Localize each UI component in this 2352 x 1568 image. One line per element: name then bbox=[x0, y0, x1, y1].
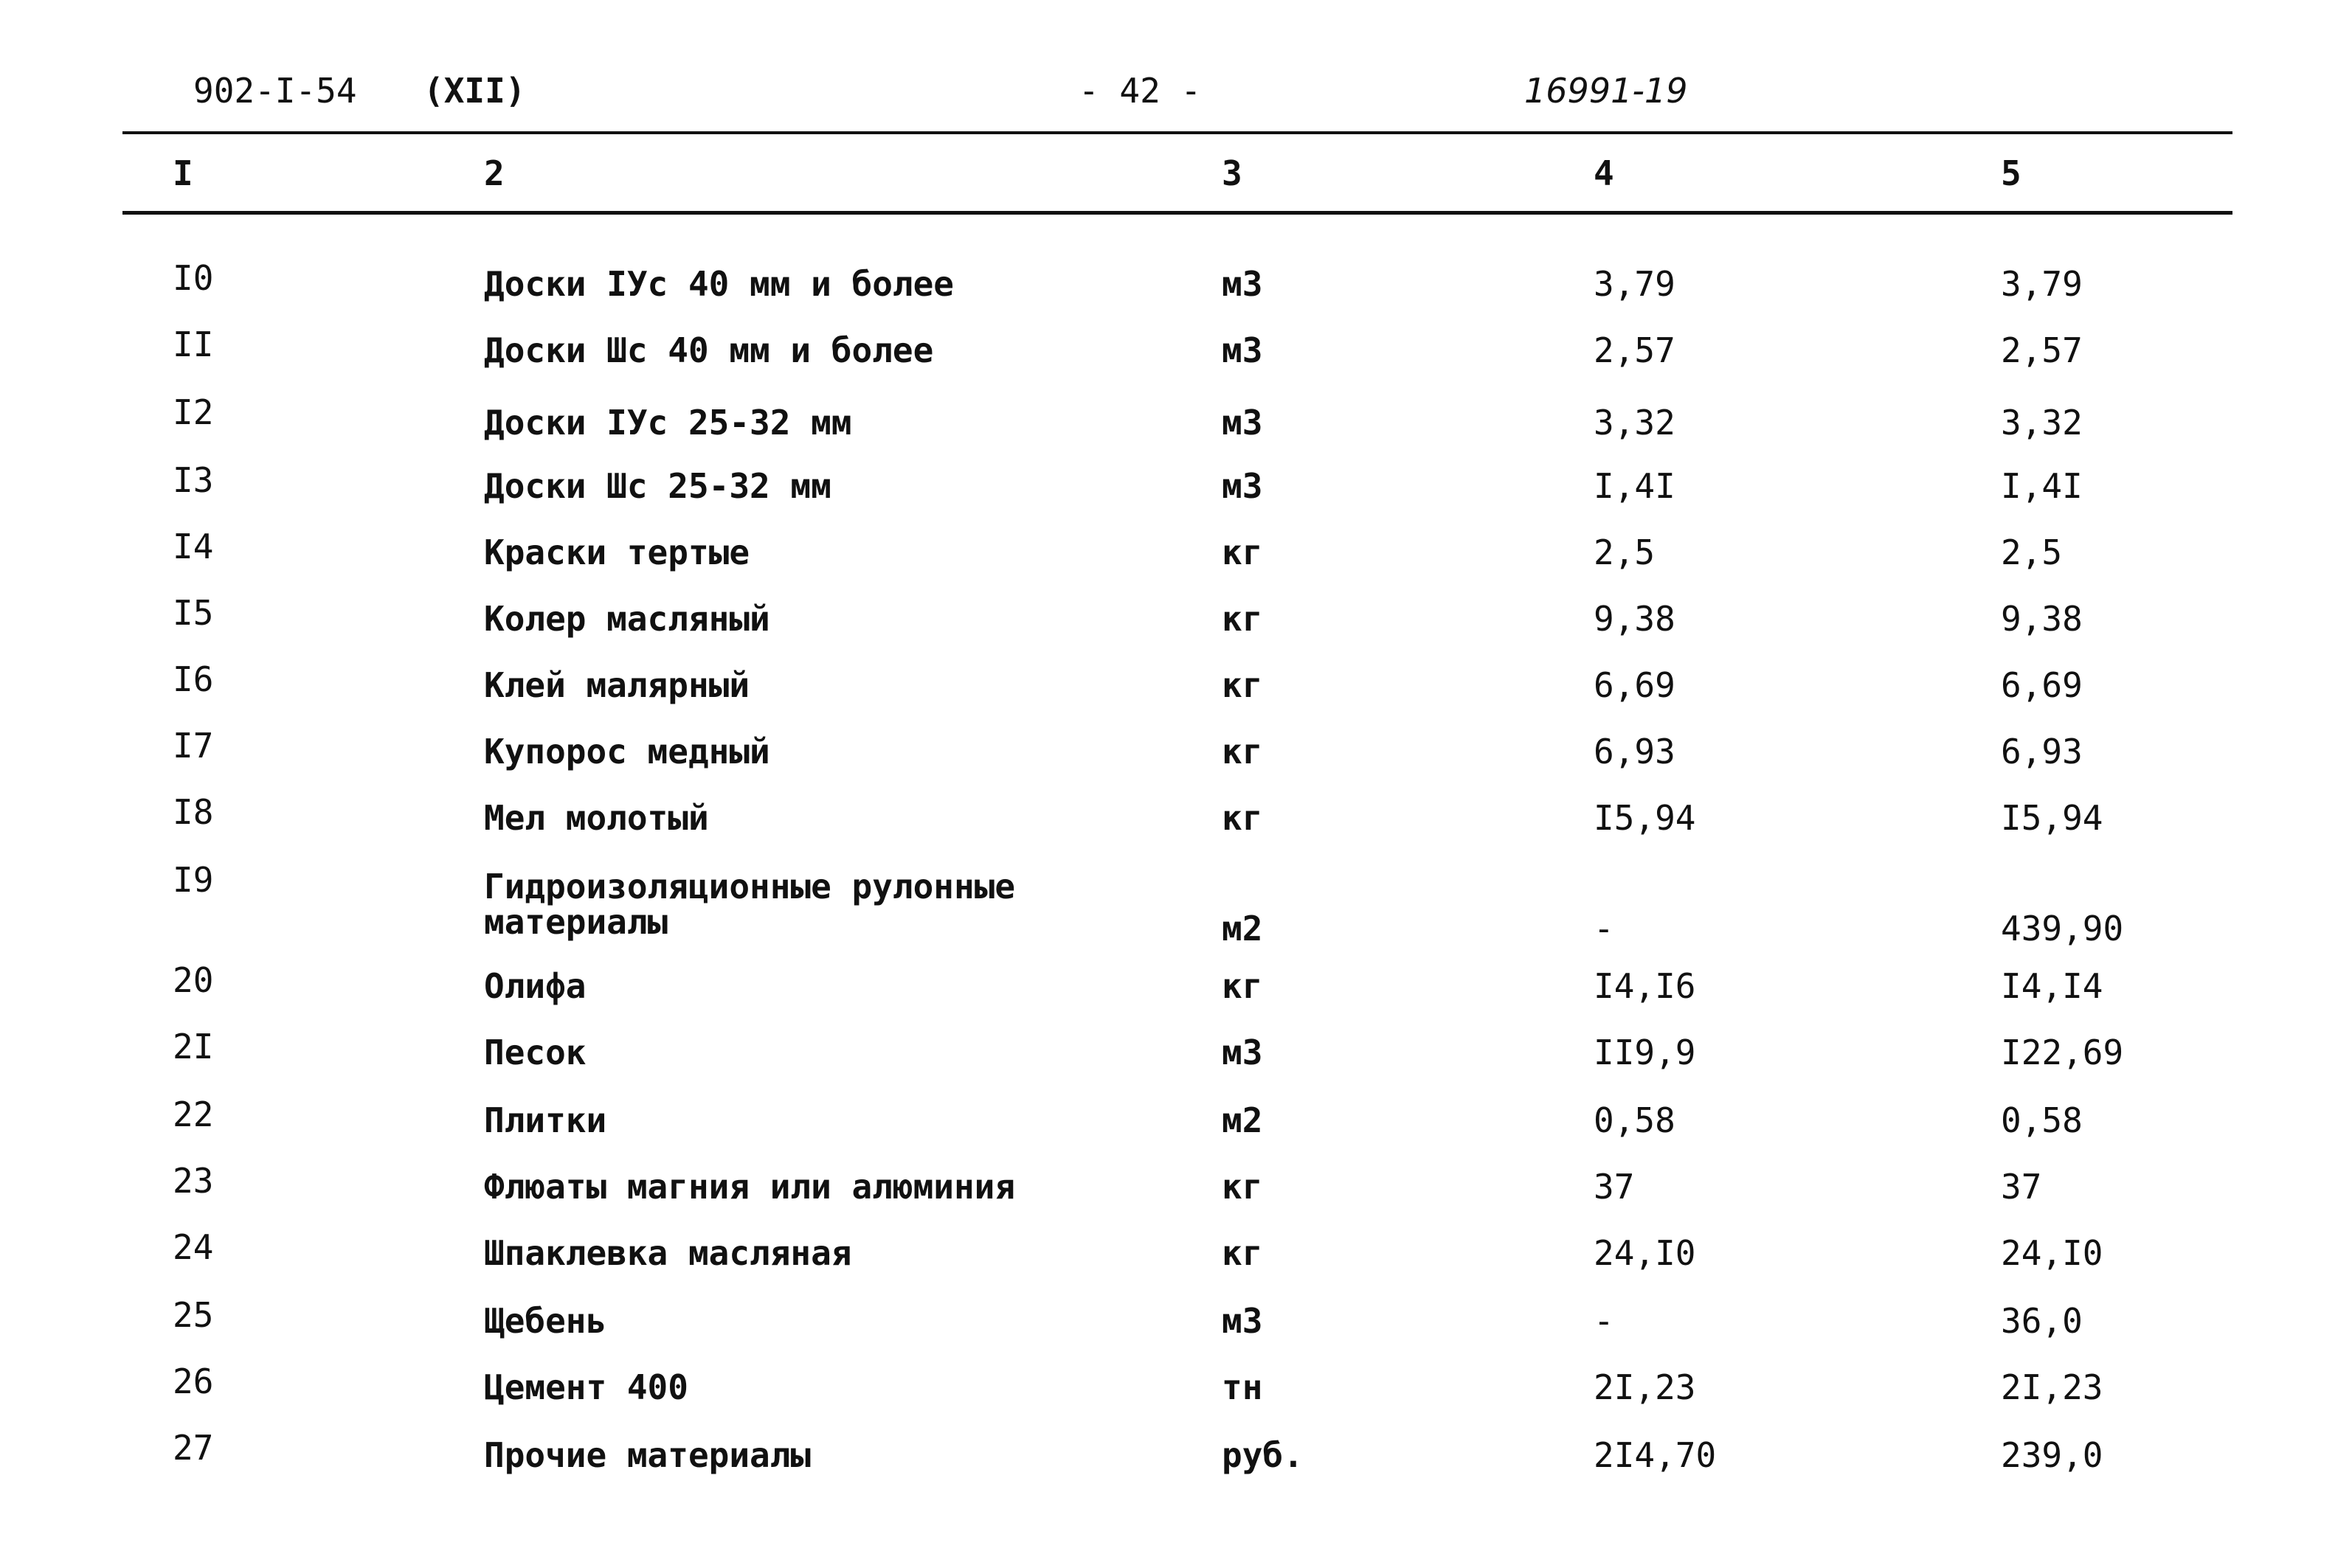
quantity-col4: 2,57 bbox=[1594, 330, 1675, 370]
column-header-1: I bbox=[173, 153, 193, 193]
quantity-col4: 9,38 bbox=[1594, 599, 1675, 639]
material-name: Флюаты магния или алюминия bbox=[484, 1167, 1016, 1207]
unit: м3 bbox=[1222, 1301, 1263, 1341]
quantity-col4: 2I4,70 bbox=[1594, 1435, 1717, 1475]
document-code: 902-I-54 bbox=[193, 71, 357, 111]
quantity-col4: 24,I0 bbox=[1594, 1233, 1696, 1273]
column-header-4: 4 bbox=[1594, 153, 1614, 193]
unit: м3 bbox=[1222, 466, 1263, 506]
quantity-col4: I4,I6 bbox=[1594, 966, 1696, 1006]
quantity-col5: I5,94 bbox=[2001, 798, 2103, 838]
unit: кг bbox=[1222, 966, 1263, 1006]
quantity-col5: I22,69 bbox=[2001, 1033, 2124, 1072]
row-number: 24 bbox=[173, 1227, 214, 1267]
row-number: 25 bbox=[173, 1295, 214, 1335]
material-name: Песок bbox=[484, 1033, 587, 1072]
unit: м3 bbox=[1222, 264, 1263, 304]
quantity-col5: 2,57 bbox=[2001, 330, 2083, 370]
quantity-col4: - bbox=[1594, 1301, 1614, 1341]
row-number: 22 bbox=[173, 1095, 214, 1134]
column-header-2: 2 bbox=[484, 153, 505, 193]
material-name: Плитки bbox=[484, 1100, 607, 1140]
reference-number: 16991-19 bbox=[1524, 71, 1688, 111]
section-number: (XII) bbox=[423, 71, 526, 111]
material-name: Олифа bbox=[484, 966, 587, 1006]
page-number: - 42 - bbox=[1079, 71, 1202, 111]
unit: м3 bbox=[1222, 403, 1263, 443]
quantity-col4: I5,94 bbox=[1594, 798, 1696, 838]
column-header-3: 3 bbox=[1222, 153, 1242, 193]
unit: м3 bbox=[1222, 330, 1263, 370]
row-number: I3 bbox=[173, 460, 214, 500]
quantity-col5: 439,90 bbox=[2001, 909, 2124, 948]
quantity-col5: 239,0 bbox=[2001, 1435, 2103, 1475]
unit: руб. bbox=[1222, 1435, 1304, 1475]
quantity-col5: 9,38 bbox=[2001, 599, 2083, 639]
row-number: I9 bbox=[173, 860, 214, 900]
row-number: I6 bbox=[173, 659, 214, 699]
unit: кг bbox=[1222, 599, 1263, 639]
material-name: Доски Шс 25-32 мм bbox=[484, 466, 831, 506]
row-number: 23 bbox=[173, 1161, 214, 1201]
material-name: Шпаклевка масляная bbox=[484, 1233, 852, 1273]
quantity-col5: 6,93 bbox=[2001, 732, 2083, 771]
quantity-col5: I4,I4 bbox=[2001, 966, 2103, 1006]
quantity-col5: 36,0 bbox=[2001, 1301, 2083, 1341]
quantity-col5: 0,58 bbox=[2001, 1100, 2083, 1140]
material-name: Купорос медный bbox=[484, 732, 770, 771]
row-number: I4 bbox=[173, 527, 214, 566]
unit: кг bbox=[1222, 1233, 1263, 1273]
quantity-col5: 24,I0 bbox=[2001, 1233, 2103, 1273]
quantity-col4: 3,32 bbox=[1594, 403, 1675, 443]
material-name: Цемент 400 bbox=[484, 1367, 688, 1407]
quantity-col4: 37 bbox=[1594, 1167, 1635, 1207]
quantity-col4: 2,5 bbox=[1594, 533, 1656, 572]
material-name: Мел молотый bbox=[484, 798, 709, 838]
material-name: Клей малярный bbox=[484, 665, 750, 705]
row-number: 26 bbox=[173, 1361, 214, 1401]
quantity-col4: 3,79 bbox=[1594, 264, 1675, 304]
unit: кг bbox=[1222, 665, 1263, 705]
quantity-col5: 2,5 bbox=[2001, 533, 2063, 572]
column-header-5: 5 bbox=[2001, 153, 2021, 193]
quantity-col5: 6,69 bbox=[2001, 665, 2083, 705]
row-number: 20 bbox=[173, 960, 214, 1000]
quantity-col5: I,4I bbox=[2001, 466, 2083, 506]
unit: кг bbox=[1222, 533, 1263, 572]
quantity-col4: I,4I bbox=[1594, 466, 1675, 506]
row-number: I5 bbox=[173, 593, 214, 633]
material-name: Доски Шс 40 мм и более bbox=[484, 330, 934, 370]
material-name: Щебень bbox=[484, 1301, 607, 1341]
material-name: Доски IУс 40 мм и более bbox=[484, 264, 954, 304]
unit: тн bbox=[1222, 1367, 1263, 1407]
row-number: II bbox=[173, 325, 214, 364]
quantity-col5: 3,32 bbox=[2001, 403, 2083, 443]
row-number: I2 bbox=[173, 392, 214, 432]
quantity-col4: II9,9 bbox=[1594, 1033, 1696, 1072]
row-number: I8 bbox=[173, 792, 214, 832]
quantity-col4: - bbox=[1594, 909, 1614, 948]
material-name: Доски IУс 25-32 мм bbox=[484, 403, 852, 443]
material-name: Краски тертые bbox=[484, 533, 750, 572]
quantity-col5: 3,79 bbox=[2001, 264, 2083, 304]
unit: кг bbox=[1222, 1167, 1263, 1207]
unit: м3 bbox=[1222, 1033, 1263, 1072]
quantity-col4: 2I,23 bbox=[1594, 1367, 1696, 1407]
quantity-col4: 0,58 bbox=[1594, 1100, 1675, 1140]
unit: кг bbox=[1222, 798, 1263, 838]
row-number: 2I bbox=[173, 1027, 214, 1066]
quantity-col5: 37 bbox=[2001, 1167, 2042, 1207]
quantity-col5: 2I,23 bbox=[2001, 1367, 2103, 1407]
material-name: Колер масляный bbox=[484, 599, 770, 639]
row-number: I0 bbox=[173, 258, 214, 298]
material-name: Гидроизоляционные рулонные материалы bbox=[484, 867, 1016, 942]
unit: м2 bbox=[1222, 1100, 1263, 1140]
quantity-col4: 6,69 bbox=[1594, 665, 1675, 705]
unit: кг bbox=[1222, 732, 1263, 771]
row-number: 27 bbox=[173, 1428, 214, 1468]
material-name: Прочие материалы bbox=[484, 1435, 812, 1475]
row-number: I7 bbox=[173, 726, 214, 766]
quantity-col4: 6,93 bbox=[1594, 732, 1675, 771]
unit: м2 bbox=[1222, 909, 1263, 948]
